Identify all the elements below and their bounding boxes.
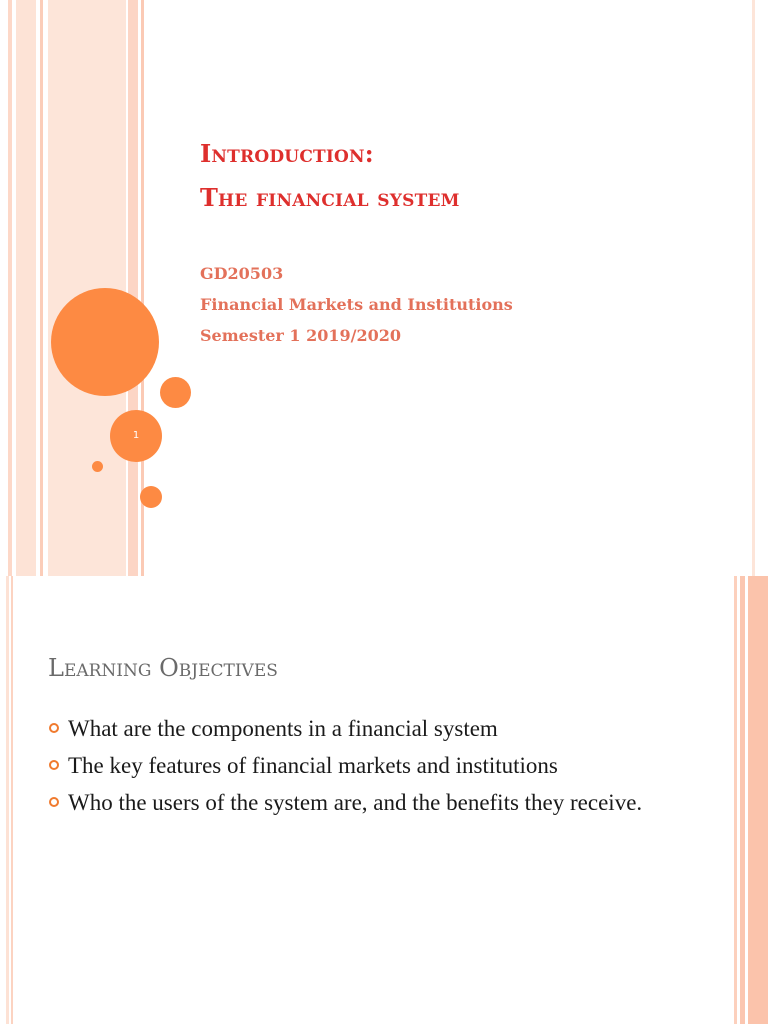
list-item-text: What are the components in a financial system [68,716,498,741]
decorative-stripe [752,0,755,576]
semester: Semester 1 2019/2020 [200,326,402,345]
decorative-stripe [740,576,745,1024]
course-code: GD20503 [200,264,284,283]
list-item [48,751,648,781]
objectives-list [48,714,648,825]
slide-subtitle [200,258,513,351]
circle-bullet-icon [49,797,59,807]
decorative-stripe [734,576,737,1024]
decorative-stripe [6,576,9,1024]
circle-bullet-icon [49,723,59,733]
decorative-stripe [748,576,768,1024]
decorative-stripe [16,0,36,576]
content-slide [0,576,768,1024]
decorative-circle-small [140,486,162,508]
decorative-stripe [40,0,43,576]
title-line: Introduction: [200,139,374,168]
decorative-circle-small [160,377,191,408]
list-item [48,788,648,818]
list-item [48,714,648,744]
list-item-text: Who the users of the system are, and the benefits they receive. [68,790,643,815]
slide-number: 1 [132,430,140,441]
decorative-circle-large [51,288,159,396]
slide-title [200,132,460,220]
circle-bullet-icon [49,760,59,770]
decorative-stripe [128,0,138,576]
decorative-stripe [8,0,12,576]
decorative-circle-tiny [92,461,103,472]
title-line: The financial system [200,183,460,212]
slide-heading: Learning Objectives [48,654,278,682]
list-item-text: The key features of financial markets and institutions [68,753,558,778]
decorative-stripe [11,576,13,1024]
course-name: Financial Markets and Institutions [200,295,513,314]
